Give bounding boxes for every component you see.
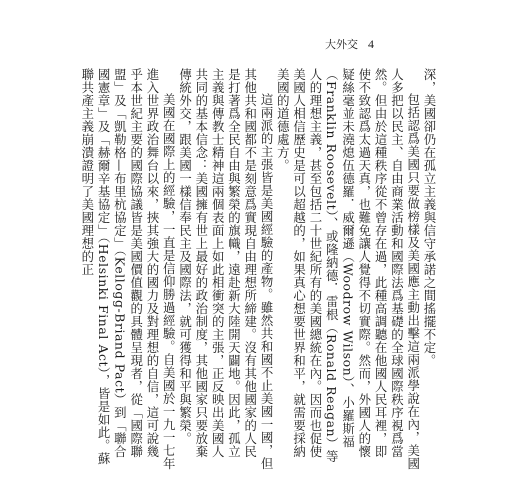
paragraph-continued: 深，美國卻仍在孤立主義與信守承諾之間搖擺不定。 <box>422 68 437 367</box>
paragraph: 包括認爲美國只要做榜樣及美國應主動出擊這兩派學說在內，美國人多把以民主、自由商業活動和國際法爲基礎的全球國際秩序視爲當然。但由於這種秩序從不曾存在過，此種高調聽在他國人民耳裡，即使不致認爲太過天真，也難免讓人覺得不切實際。然而，外國人的懷疑絲毫並未澆熄伍德羅．威爾遜（Woodrow Wilson）、小羅斯福（Franklin Roosevelt）、或隆納德．雷根（Ronald Reagan）等人的理想主義，甚至包括二十世紀所有的美國總統在內。因而也促使美國人相信歷史是可以超越的，如果真心想要世界和平，就需要採納美國的道德處方。 <box>275 68 421 470</box>
section-title: 大外交 <box>325 38 358 51</box>
running-header <box>325 36 374 52</box>
paragraph: 美國在國際上的經驗，一直是信仰勝過經驗。自美國於一九一七年進入世界政治舞台以來，挾其強大的國力及對理想的自信，這可說幾乎本世紀主要的國際協議皆是美國價值觀的具體呈現者，從「國際聯盟」及「凱勒格—布里杭協定」（Kellogg-Briand Pact）到「聯合國憲章」及「赫爾辛基協定」（Helsinki Final Act），皆是如此。蘇聯共產主義崩潰證明了美國理想的正 <box>79 68 177 470</box>
body-text <box>77 68 437 470</box>
paragraph: 這兩派的主張皆是美國經驗的產物。雖然共和國不止美國一國，但其他共和國都不是刻意爲實現自由理想所締建。沒有其他國家的人民是打著爲全民自由與繁榮的旗幟，遠赴新大陸開天闢地。因此，孤立主義與傳教士精神這兩個表面上如此相衝突的主張，正反映出美國人共同的基本信念：美國擁有世上最好的政治制度，其他國家只要放棄傳統外交，跟美國一樣信奉民主及國際法，就可獲得和平與繁榮。 <box>177 68 275 470</box>
page-number: 4 <box>368 37 374 51</box>
